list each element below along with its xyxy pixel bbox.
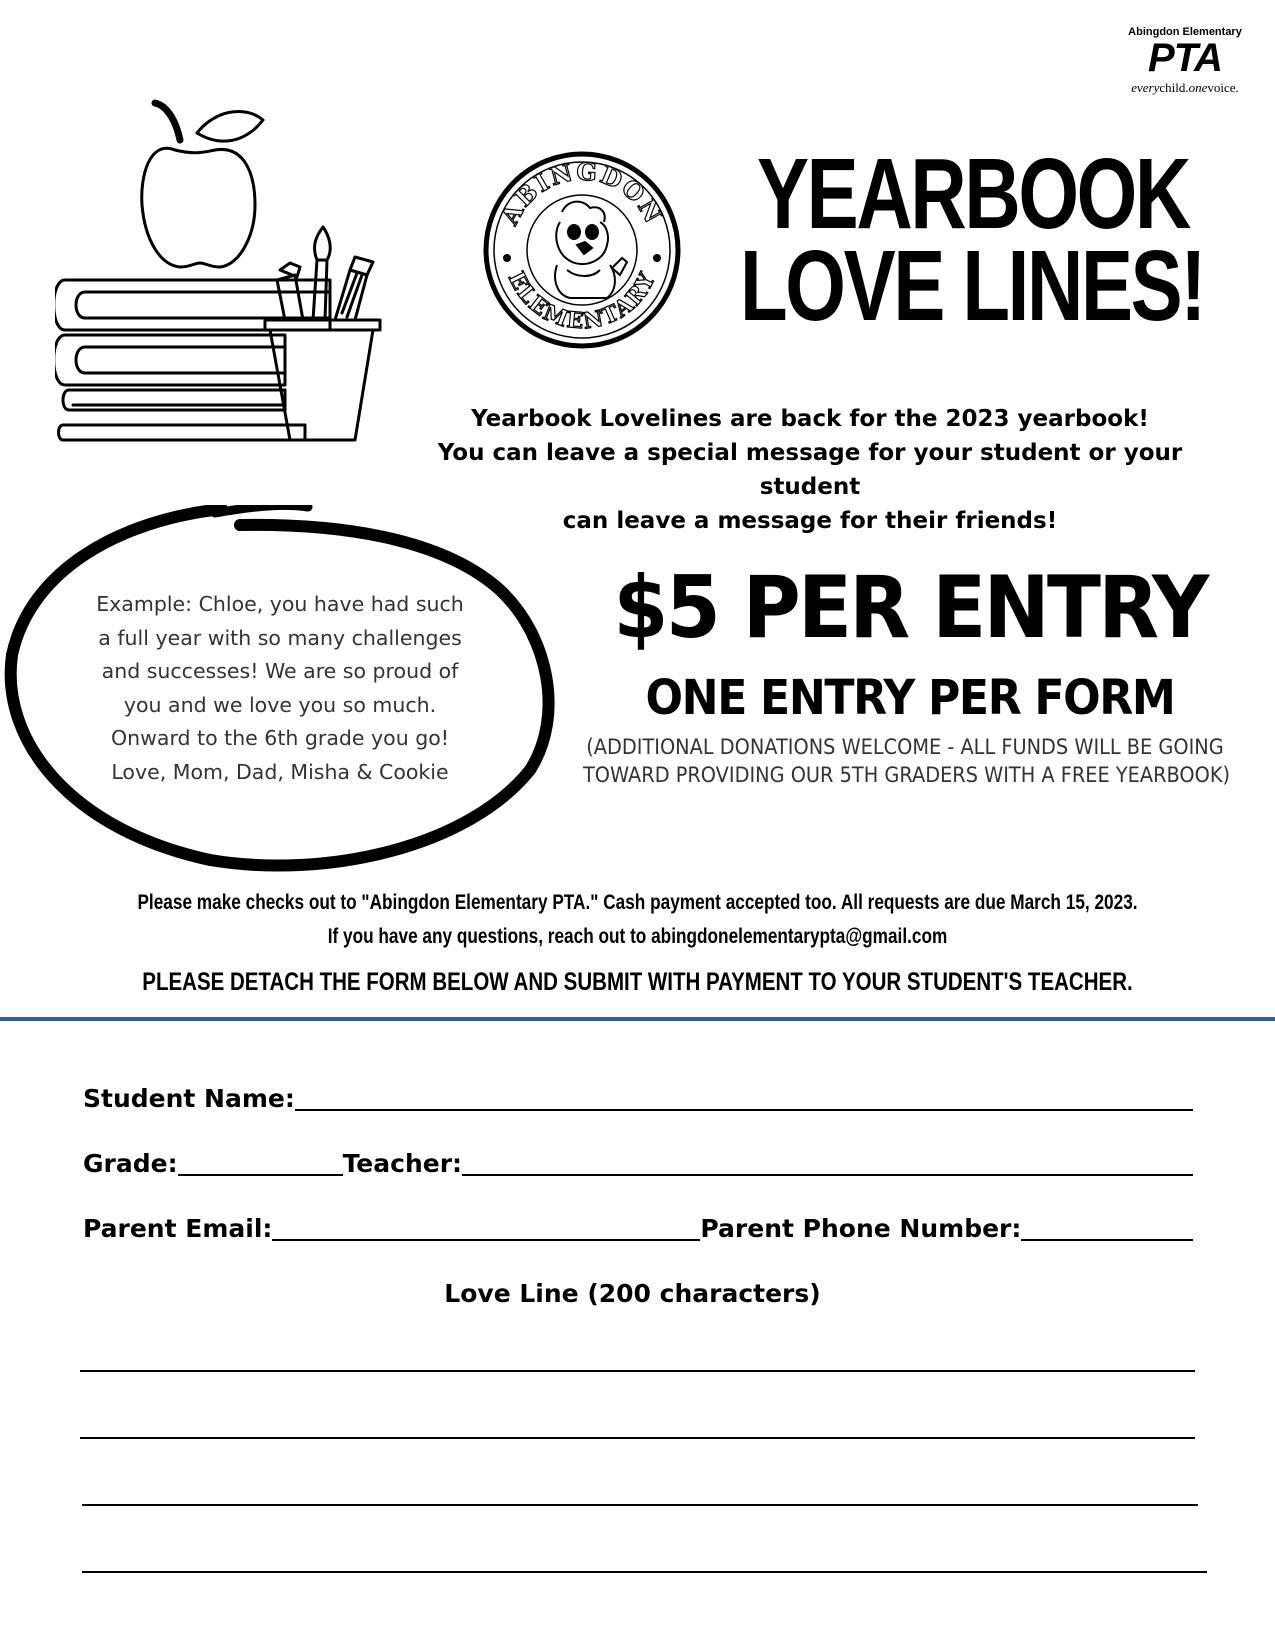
intro-line: Yearbook Lovelines are back for the 2023 yearbook!: [471, 406, 1149, 432]
example-message: [75, 588, 485, 789]
intro-line: You can leave a special message for your student or your student: [437, 440, 1183, 500]
books-apple-pencil-cup-illustration: [55, 95, 410, 470]
grade-field[interactable]: [178, 1148, 343, 1176]
pta-mark: PTA: [1147, 36, 1223, 80]
example-line: Onward to the 6th grade you go!: [111, 726, 449, 750]
love-line-field[interactable]: [82, 1504, 1198, 1506]
love-line-label: Love Line (200 characters): [444, 1279, 821, 1308]
student-name-label: Student Name:: [83, 1084, 295, 1113]
parent-phone-field[interactable]: [1021, 1213, 1193, 1241]
payment-instructions: [0, 886, 1275, 954]
parent-email-field[interactable]: [272, 1213, 700, 1241]
seal-top-text: ABINGDON: [494, 156, 670, 230]
love-line-field[interactable]: [80, 1370, 1195, 1372]
grade-label: Grade:: [83, 1149, 178, 1178]
teacher-field[interactable]: [462, 1148, 1193, 1176]
payment-line: Please make checks out to "Abingdon Elementary PTA." Cash payment accepted too. All requests are due March 15, 2023.: [137, 891, 1138, 914]
svg-text:ELEMENTARY: [503, 268, 662, 335]
parent-contact-row: [83, 1213, 1193, 1245]
love-line-field[interactable]: [80, 1437, 1195, 1439]
example-line: and successes! We are so proud of: [101, 659, 459, 683]
donations-note: [555, 733, 1255, 789]
example-line: Example: Chloe, you have had such: [96, 592, 464, 616]
apple-icon: [142, 148, 255, 267]
detach-separator: [0, 1017, 1275, 1021]
price-heading: $5 PER ENTRY: [613, 558, 1207, 658]
parent-phone-label: Parent Phone Number:: [700, 1214, 1022, 1243]
donations-line: (ADDITIONAL DONATIONS WELCOME - ALL FUNDS WILL BE GOING: [586, 735, 1224, 759]
pta-logo: [1105, 22, 1265, 112]
pta-tagline: everychild.onevoice.: [1131, 80, 1239, 95]
example-line: Love, Mom, Dad, Misha & Cookie: [111, 759, 449, 784]
title-line-1: YEARBOOK: [757, 138, 1189, 250]
svg-text:ABINGDON: [494, 156, 669, 230]
example-line: a full year with so many challenges: [98, 625, 462, 650]
title-line-2: LOVE LINES!: [740, 230, 1204, 342]
student-name-row: [83, 1083, 1193, 1115]
apple-leaf-icon: [197, 111, 263, 141]
intro-line: can leave a message for their friends!: [562, 508, 1058, 534]
student-name-field[interactable]: [295, 1083, 1193, 1111]
parent-email-label: Parent Email:: [83, 1214, 273, 1243]
donations-line: TOWARD PROVIDING OUR 5TH GRADERS WITH A FREE YEARBOOK): [583, 763, 1231, 787]
teacher-label: Teacher:: [342, 1149, 463, 1178]
entry-limit-heading: ONE ENTRY PER FORM: [645, 670, 1175, 726]
school-seal: [482, 150, 682, 350]
grade-teacher-row: [83, 1148, 1193, 1180]
pencil-cup-icon: [265, 320, 380, 330]
contact-line: If you have any questions, reach out to abingdonelementarypta@gmail.com: [327, 925, 948, 948]
love-line-field[interactable]: [82, 1571, 1207, 1573]
detach-instructions: PLEASE DETACH THE FORM BELOW AND SUBMIT WITH PAYMENT TO YOUR STUDENT'S TEACHER.: [142, 968, 1133, 996]
cardinal-mascot-icon: [555, 202, 627, 298]
seal-bottom-text: ELEMENTARY: [502, 267, 662, 335]
pta-school-name: Abingdon Elementary: [1128, 26, 1242, 38]
example-line: you and we love you so much.: [123, 692, 437, 717]
